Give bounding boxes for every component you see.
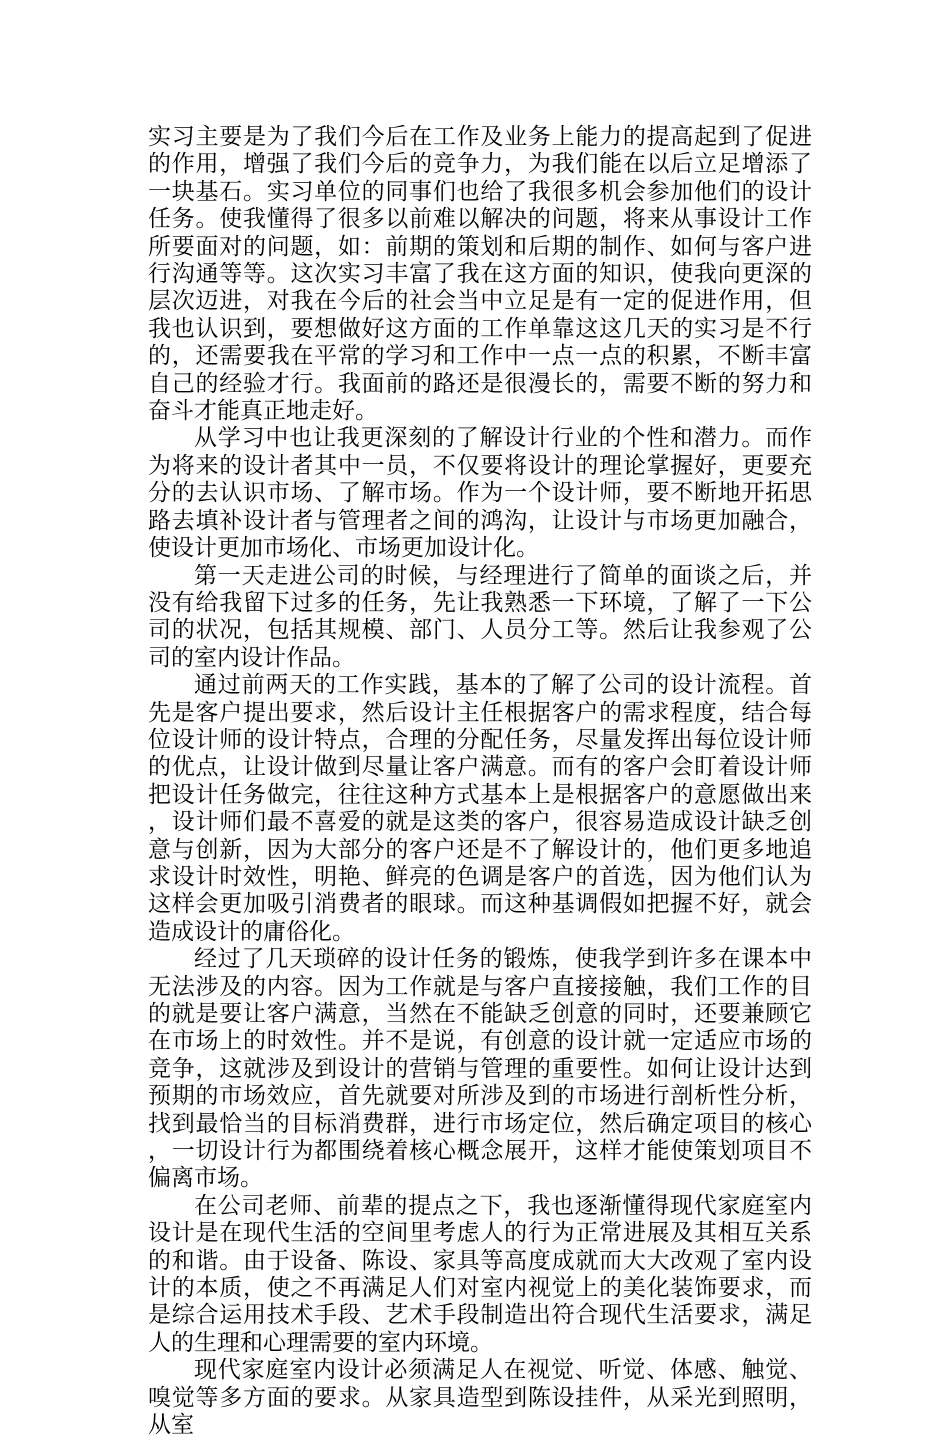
paragraph: 经过了几天琐碎的设计任务的锻炼，使我学到许多在课本中无法涉及的内容。因为工作就是与客户直接接触，我们工作的目的就是要让客户满意，当然在不能缺乏创意的同时，还要兼顾它在市场上的时效性。并不是说，有创意的设计就一定适应市场的竞争，这就涉及到设计的营销与管理的重要性。如何让设计达到预期的市场效应，首先就要对所涉及到的市场进行剖析性分析，找到最恰当的目标消费群，进行市场定位，然后确定项目的核心，一切设计行为都围绕着核心概念展开，这样才能使策划项目不偏离市场。 bbox=[148, 946, 812, 1192]
document-page bbox=[148, 124, 812, 1440]
paragraph: 通过前两天的工作实践，基本的了解了公司的设计流程。首先是客户提出要求，然后设计主任根据客户的需求程度，结合每位设计师的设计特点，合理的分配任务，尽量发挥出每位设计师的优点，让设计做到尽量让客户满意。而有的客户会盯着设计师把设计任务做完，往往这种方式基本上是根据客户的意愿做出来，设计师们最不喜爱的就是这类的客户，很容易造成设计缺乏创意与创新，因为大部分的客户还是不了解设计的，他们更多地追求设计时效性，明艳、鲜亮的色调是客户的首选，因为他们认为这样会更加吸引消费者的眼球。而这种基调假如把握不好，就会造成设计的庸俗化。 bbox=[148, 672, 812, 945]
paragraph: 现代家庭室内设计必须满足人在视觉、听觉、体感、触觉、嗅觉等多方面的要求。从家具造型到陈设挂件，从采光到照明，从室 bbox=[148, 1357, 812, 1439]
paragraph: 从学习中也让我更深刻的了解设计行业的个性和潜力。而作为将来的设计者其中一员，不仅要将设计的理论掌握好，更要充分的去认识市场、了解市场。作为一个设计师，要不断地开拓思路去填补设计者与管理者之间的鸿沟，让设计与市场更加融合，使设计更加市场化、市场更加设计化。 bbox=[148, 425, 812, 562]
paragraph: 实习主要是为了我们今后在工作及业务上能力的提高起到了促进的作用，增强了我们今后的竞争力，为我们能在以后立足增添了一块基石。实习单位的同事们也给了我很多机会参加他们的设计任务。使我懂得了很多以前难以解决的问题，将来从事设计工作所要面对的问题，如：前期的策划和后期的制作、如何与客户进行沟通等等。这次实习丰富了我在这方面的知识，使我向更深的层次迈进，对我在今后的社会当中立足是有一定的促进作用，但我也认识到，要想做好这方面的工作单靠这这几天的实习是不行的，还需要我在平常的学习和工作中一点一点的积累，不断丰富自己的经验才行。我面前的路还是很漫长的，需要不断的努力和奋斗才能真正地走好。 bbox=[148, 124, 812, 425]
paragraph: 第一天走进公司的时候，与经理进行了简单的面谈之后，并没有给我留下过多的任务，先让我熟悉一下环境，了解了一下公司的状况，包括其规模、部门、人员分工等。然后让我参观了公司的室内设计作品。 bbox=[148, 562, 812, 671]
paragraph: 在公司老师、前辈的提点之下，我也逐渐懂得现代家庭室内设计是在现代生活的空间里考虑人的行为正常进展及其相互关系的和谐。由于设备、陈设、家具等高度成就而大大改观了室内设计的本质，使之不再满足人们对室内视觉上的美化装饰要求，而是综合运用技术手段、艺术手段制造出符合现代生活要求，满足人的生理和心理需要的室内环境。 bbox=[148, 1192, 812, 1356]
